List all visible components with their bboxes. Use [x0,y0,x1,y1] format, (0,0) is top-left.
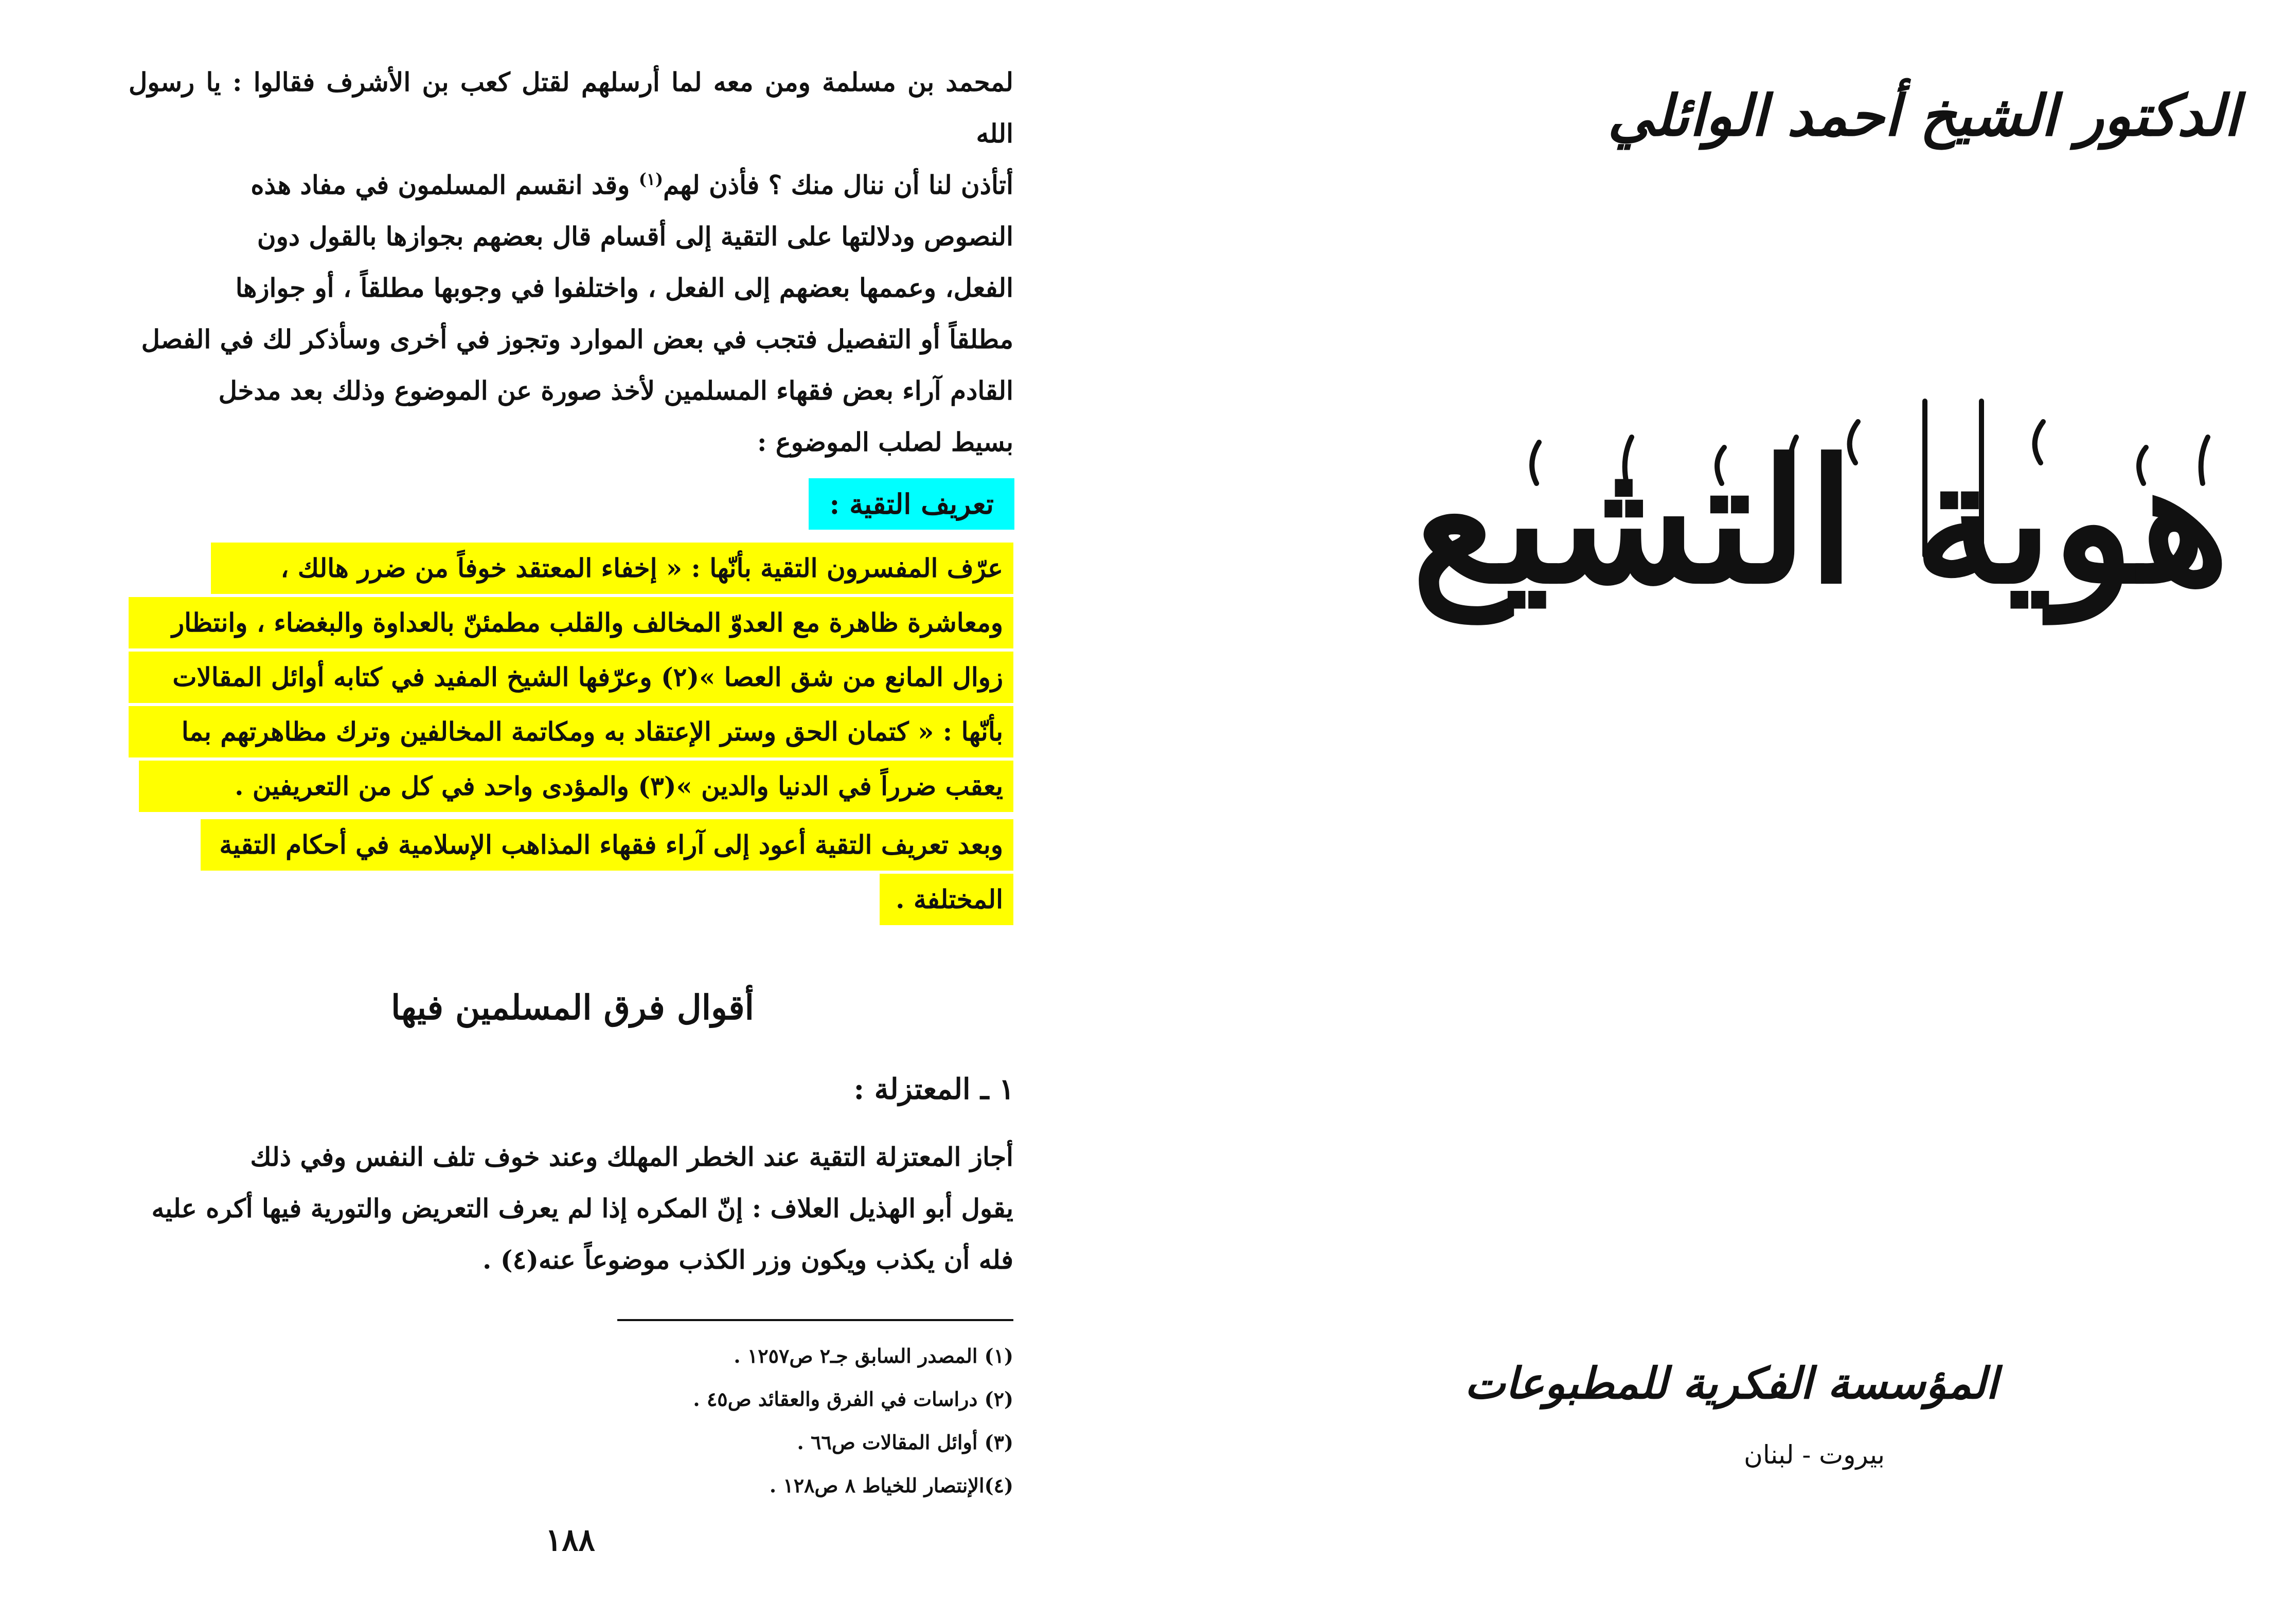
highlighted-line: وبعد تعريف التقية أعود إلى آراء فقهاء المذاهب الإسلامية في أحكام التقية [201,819,1013,871]
text-line [129,159,1013,211]
text-line: الفعل، وعممها بعضهم إلى الفعل ، واختلفوا في وجوبها مطلقاً ، أو جوازها [235,273,1013,303]
text-line: النصوص ودلالتها على التقية إلى أقسام قال بعضهم بجوازها بالقول دون [257,221,1013,251]
book-title: هوية التشيع [1412,422,2229,621]
text-line: مطلقاً أو التفصيل فتجب في بعض الموارد وتجوز في أخرى وسأذكر لك في الفصل [141,324,1013,354]
footnote-ref: (١) [638,169,664,189]
definition-heading: تعريف التقية : [809,478,1014,530]
footnote-divider [617,1319,1013,1321]
author-name: الدكتور الشيخ أحمد الوائلي [1608,82,2240,149]
footnote: (١) المصدر السابق جـ٢ ص١٢٥٧ . [734,1344,1013,1367]
text-line: القادم آراء بعض فقهاء المسلمين لأخذ صورة عن الموضوع وذلك بعد مدخل [218,375,1013,406]
publisher-location: بيروت - لبنان [1744,1440,1885,1470]
mutazila-paragraph [129,1131,1013,1286]
text-fragment: وقد انقسم المسلمون في مفاد هذه [251,170,630,200]
highlighted-line: عرّف المفسرون التقية بأنّها : « إخفاء المعتقد خوفاً من ضرر هالك ، [211,543,1013,594]
text-line: فله أن يكذب ويكون وزر الكذب موضوعاً عنه(٤) . [483,1244,1013,1275]
text-line: يقول أبو الهذيل العلاف : إنّ المكره إذا لم يعرف التعريض والتورية فيها أكره عليه [151,1193,1013,1223]
highlighted-line: يعقب ضرراً في الدنيا والدين »(٣) والمؤدى واحد في كل من التعريفين . [139,761,1013,812]
section-title: أقوال فرق المسلمين فيها [391,987,755,1027]
subsection-title: ١ ـ المعتزلة : [853,1072,1014,1106]
text-line: بسيط لصلب الموضوع : [757,427,1013,457]
highlighted-line: زوال المانع من شق العصا »(٢) وعرّفها الشيخ المفيد في كتابه أوائل المقالات [129,652,1013,703]
highlighted-line: المختلفة . [880,874,1013,925]
footnote: (٢) دراسات في الفرق والعقائد ص٤٥ . [693,1387,1013,1411]
highlighted-definition [129,543,1013,925]
text-fragment: أتأذن لنا أن ننال منك ؟ فأذن لهم [663,170,1013,200]
highlighted-line: ومعاشرة ظاهرة مع العدوّ المخالف والقلب مطمئنّ بالعداوة والبغضاء ، وانتظار [129,597,1013,648]
footnote: (٤)الإنتصار للخياط ٨ ص١٢٨ . [769,1474,1013,1497]
footnotes [607,1334,1013,1507]
page-number: ١٨٨ [545,1522,595,1558]
right-page [1143,0,2286,1624]
publisher-name: المؤسسة الفكرية للمطبوعات [1465,1358,1998,1409]
intro-paragraph [129,57,1013,468]
footnote: (٣) أوائل المقالات ص٦٦ . [797,1431,1013,1454]
text-line: لمحمد بن مسلمة ومن معه لما أرسلهم لقتل كعب بن الأشرف فقالوا : يا رسول الله [129,67,1013,149]
text-line: أجاز المعتزلة التقية عند الخطر المهلك وعند خوف تلف النفس وفي ذلك [250,1142,1013,1172]
highlighted-line: بأنّها : « كتمان الحق وستر الإعتقاد به ومكاتمة المخالفين وترك مظاهرتهم بما [129,706,1013,757]
